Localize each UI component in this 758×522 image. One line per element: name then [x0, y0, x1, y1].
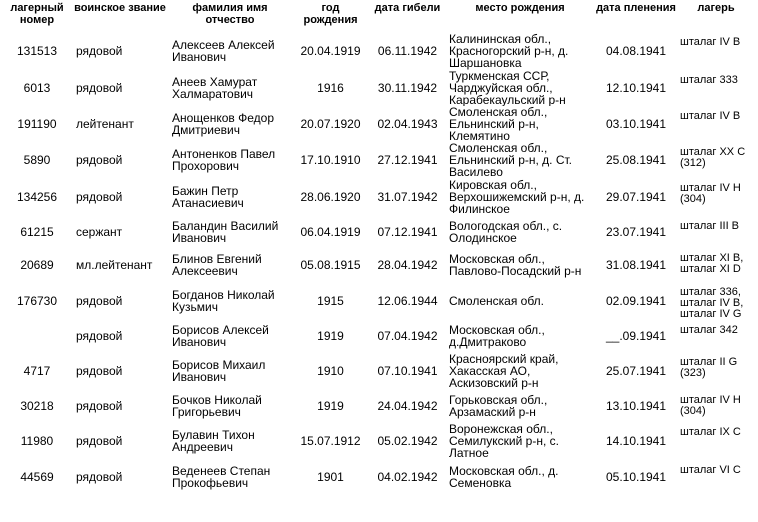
- death-date-cell: 31.07.1942: [377, 190, 438, 204]
- full-name-cell: Булавин Тихон Андреевич: [172, 428, 255, 454]
- camp-cell: шталаг II G (323): [680, 356, 738, 379]
- birthplace-cell: Красноярский край, Хакасская АО, Аскизовский р-н: [449, 352, 559, 390]
- header-row: [2, 0, 754, 32]
- birthplace-cell: Смоленская обл., Ельнинский р-н, д. Ст. Василево: [449, 142, 573, 178]
- birth-year-cell: 1901: [317, 470, 344, 484]
- birth-year-cell: 17.10.1910: [300, 153, 361, 167]
- table-row: [2, 352, 754, 390]
- rank-cell: рядовой: [76, 470, 123, 484]
- table-row: [2, 460, 754, 494]
- camp-cell: шталаг 342: [680, 324, 738, 336]
- full-name-cell: Анощенков Федор Дмитриевич: [172, 111, 274, 137]
- capture-date-cell: 12.10.1941: [605, 81, 667, 95]
- birthplace-cell: Московская обл., д. Семеновка: [449, 464, 559, 490]
- full-name-cell: Борисов Михаил Иванович: [172, 358, 266, 384]
- table-row: [2, 320, 754, 352]
- full-name-cell: Антоненков Павел Прохорович: [172, 147, 276, 173]
- capture-date-cell: 23.07.1941: [605, 225, 667, 239]
- birth-year-cell: 05.08.1915: [300, 258, 361, 272]
- death-date-cell: 05.02.1942: [377, 434, 438, 448]
- birth-year-cell: 28.06.1920: [300, 190, 361, 204]
- birthplace-cell: Смоленская обл., Ельнинский р-н, Клемятино: [449, 106, 548, 142]
- table-row: [2, 32, 754, 70]
- capture-date-cell: 25.08.1941: [605, 153, 667, 167]
- camp-number-cell: 20689: [20, 258, 54, 272]
- birth-year-cell: 20.04.1919: [300, 44, 361, 58]
- death-date-cell: 06.11.1942: [377, 44, 438, 58]
- header-capture-date: дата пленения: [596, 2, 676, 14]
- full-name-cell: Алексеев Алексей Иванович: [172, 38, 275, 64]
- birthplace-cell: Московская обл., Павлово-Посадский р-н: [449, 252, 582, 278]
- full-name-cell: Бажин Петр Атанасиевич: [172, 184, 244, 210]
- camp-number-cell: [2, 320, 72, 352]
- death-date-cell: 02.04.1943: [377, 117, 438, 131]
- header-camp-number: лагерный номер: [10, 2, 64, 26]
- camp-number-cell: 131513: [16, 44, 58, 58]
- full-name-cell: Анеев Хамурат Халмаратович: [172, 75, 258, 101]
- capture-date-cell: 13.10.1941: [605, 399, 667, 413]
- camp-cell: шталаг IV B: [680, 110, 741, 122]
- camp-cell: шталаг 333: [680, 74, 738, 86]
- capture-date-cell: 29.07.1941: [605, 190, 667, 204]
- birth-year-cell: 1919: [317, 329, 344, 343]
- birthplace-cell: Смоленская обл.: [449, 294, 544, 308]
- birthplace-cell: Московская обл., д.Дмитраково: [449, 323, 545, 349]
- birthplace-cell: Калининская обл., Красногорский р-н, д. Шаршановка: [449, 32, 569, 70]
- death-date-cell: 12.06.1944: [377, 294, 438, 308]
- camp-number-cell: 30218: [20, 399, 54, 413]
- full-name-cell: Баландин Василий Иванович: [172, 219, 279, 245]
- rank-cell: рядовой: [76, 44, 123, 58]
- birthplace-cell: Кировская обл., Верхошижемский р-н, д. Филинское: [449, 178, 585, 216]
- rank-cell: рядовой: [76, 364, 123, 378]
- birth-year-cell: 1915: [317, 294, 344, 308]
- birth-year-cell: 1916: [317, 81, 344, 95]
- header-camp: лагерь: [697, 2, 735, 14]
- camp-number-cell: 176730: [16, 294, 58, 308]
- camp-number-cell: 6013: [23, 81, 51, 95]
- camp-cell: шталаг IX C: [680, 426, 741, 438]
- death-date-cell: 07.10.1941: [377, 364, 438, 378]
- birthplace-cell: Вологодская обл., с. Олодинское: [449, 219, 563, 245]
- rank-cell: лейтенант: [76, 117, 134, 131]
- death-date-cell: 07.04.1942: [377, 329, 438, 343]
- full-name-cell: Веденеев Степан Прокофьевич: [172, 464, 271, 490]
- full-name-cell: Богданов Николай Кузьмич: [172, 288, 275, 314]
- header-birth-year: год рождения: [303, 2, 358, 26]
- rank-cell: рядовой: [76, 294, 123, 308]
- capture-date-cell: 31.08.1941: [605, 258, 667, 272]
- birth-year-cell: 1919: [317, 399, 344, 413]
- death-date-cell: 07.12.1941: [377, 225, 438, 239]
- header-rank: воинское звание: [74, 2, 166, 14]
- camp-cell: шталаг 336, шталаг IV B, шталаг IV G: [680, 286, 744, 320]
- rank-cell: рядовой: [76, 190, 123, 204]
- table-row: [2, 142, 754, 178]
- table-row: [2, 178, 754, 216]
- capture-date-cell: 05.10.1941: [605, 470, 667, 484]
- header-death-date: дата гибели: [374, 2, 441, 14]
- camp-number-cell: 5890: [23, 153, 51, 167]
- camp-cell: шталаг III B: [680, 220, 740, 232]
- table-row: [2, 70, 754, 106]
- camp-number-cell: 61215: [20, 225, 54, 239]
- death-date-cell: 27.12.1941: [377, 153, 438, 167]
- capture-date-cell: __.09.1941: [605, 329, 667, 343]
- rank-cell: рядовой: [76, 153, 123, 167]
- table-row: [2, 248, 754, 282]
- header-birthplace: место рождения: [475, 2, 565, 14]
- table-row: [2, 282, 754, 320]
- header-full-name: фамилия имя отчество: [192, 2, 268, 26]
- death-date-cell: 04.02.1942: [377, 470, 438, 484]
- camp-cell: шталаг XX C (312): [680, 146, 746, 169]
- capture-date-cell: 02.09.1941: [605, 294, 667, 308]
- birth-year-cell: 1910: [317, 364, 344, 378]
- death-date-cell: 30.11.1942: [377, 81, 438, 95]
- rank-cell: рядовой: [76, 434, 123, 448]
- full-name-cell: Блинов Евгений Алексеевич: [172, 252, 262, 278]
- camp-cell: шталаг IV B: [680, 36, 741, 48]
- rank-cell: рядовой: [76, 329, 123, 343]
- capture-date-cell: 03.10.1941: [605, 117, 667, 131]
- birthplace-cell: Горьковская обл., Арзамаский р-н: [449, 393, 548, 419]
- camp-cell: шталаг VI C: [680, 464, 741, 476]
- camp-cell: шталаг IV H (304): [680, 394, 741, 417]
- birthplace-cell: Туркменская ССР, Чарджуйская обл., Карабекаульский р-н: [449, 70, 566, 106]
- capture-date-cell: 04.08.1941: [605, 44, 667, 58]
- birth-year-cell: 15.07.1912: [300, 434, 361, 448]
- full-name-cell: Борисов Алексей Иванович: [172, 323, 269, 349]
- table-row: [2, 106, 754, 142]
- camp-cell: шталаг IV H (304): [680, 182, 741, 205]
- camp-number-cell: 4717: [23, 364, 51, 378]
- pow-records-table: [2, 0, 754, 494]
- birth-year-cell: 20.07.1920: [300, 117, 361, 131]
- rank-cell: сержант: [76, 225, 123, 239]
- camp-number-cell: 44569: [20, 470, 54, 484]
- death-date-cell: 24.04.1942: [377, 399, 438, 413]
- table-row: [2, 216, 754, 248]
- capture-date-cell: 25.07.1941: [605, 364, 667, 378]
- birth-year-cell: 06.04.1919: [300, 225, 361, 239]
- camp-cell: шталаг XI B, шталаг XI D: [680, 252, 744, 275]
- camp-number-cell: 134256: [16, 190, 58, 204]
- table-row: [2, 422, 754, 460]
- birthplace-cell: Воронежская обл., Семилукский р-н, с. Латное: [449, 422, 559, 460]
- capture-date-cell: 14.10.1941: [605, 434, 667, 448]
- rank-cell: мл.лейтенант: [76, 258, 153, 272]
- table-row: [2, 390, 754, 422]
- full-name-cell: Бочков Николай Григорьевич: [172, 393, 262, 419]
- death-date-cell: 28.04.1942: [377, 258, 438, 272]
- camp-number-cell: 191190: [17, 117, 57, 131]
- camp-number-cell: 11980: [20, 434, 54, 448]
- rank-cell: рядовой: [76, 399, 123, 413]
- rank-cell: рядовой: [76, 81, 123, 95]
